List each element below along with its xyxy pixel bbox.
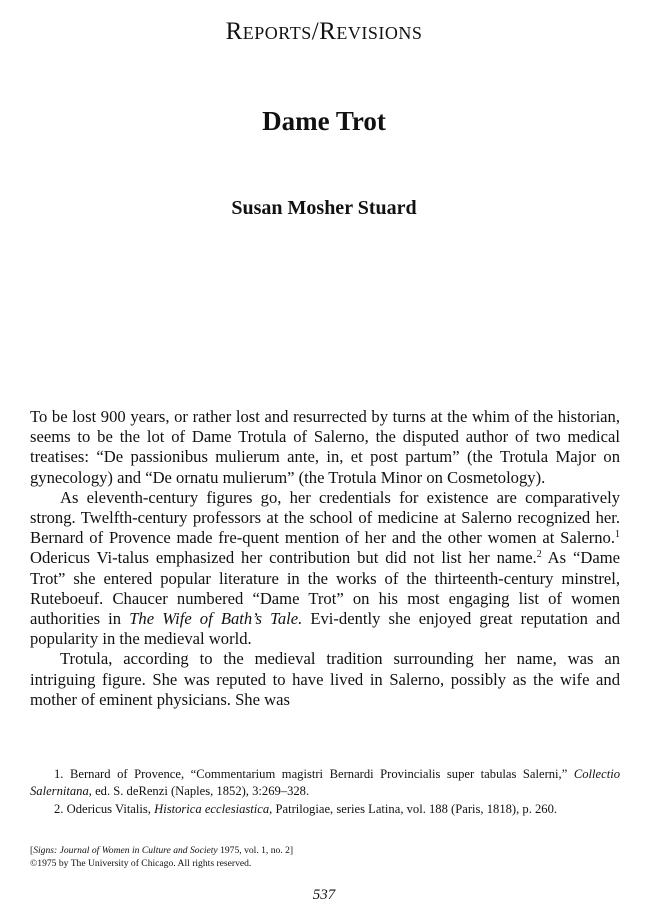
article-body: [30, 407, 620, 710]
paragraph-2-text-c: As “Dame Trot” she entered popular literature in the works of the thirteenth-century minstrel, Ruteboeuf. Chaucer numbered “Dame Trot” on his most engaging list of women authorities in: [30, 548, 620, 629]
footnote-2: [30, 801, 620, 818]
journal-name: Signs: Journal of Women in Culture and Society: [33, 845, 218, 856]
journal-citation: [30, 845, 620, 870]
paragraph-2-text-b: Odericus Vi-talus emphasized her contribution but did not list her name.: [30, 548, 537, 568]
article-title: Dame Trot: [262, 106, 386, 136]
footnote-1-italic: Collectio Salernitana,: [30, 767, 620, 799]
paragraph-2: [30, 488, 620, 650]
section-heading: Reports/Revisions: [225, 18, 423, 45]
work-title: The Wife of Bath’s Tale.: [129, 609, 303, 629]
paragraph-3: Trotula, according to the medieval tradition surrounding her name, was an intriguing figure. She was reputed to have lived in Salerno, possibly as the wife and mother of eminent physicians. She was: [30, 649, 620, 709]
footnotes: [30, 766, 620, 818]
footnote-2-italic: Historica ecclesiastica,: [154, 801, 273, 816]
footnote-ref-2[interactable]: 2: [536, 549, 542, 561]
paragraph-2-text-a: As eleventh-century figures go, her credentials for existence are comparatively strong. Twelfth-century professors at the school of medicine at Salerno recognized her. Bernard of Provence made fre-quent mention of her and the other women at Salerno.: [30, 487, 620, 548]
page-number: 537: [312, 887, 336, 903]
footnote-1: [30, 766, 620, 801]
footnote-1-text-b: ed. S. deRenzi (Naples, 1852), 3:269–328.: [91, 784, 310, 799]
footnote-1-text-a: 1. Bernard of Provence, “Commentarium magistri Bernardi Provincialis super tabulas Salerni,”: [54, 767, 574, 781]
footnote-2-text-a: 2. Odericus Vitalis,: [54, 801, 155, 816]
footnote-ref-1[interactable]: 1: [615, 529, 620, 541]
footnote-2-text-b: Patrilogiae, series Latina, vol. 188 (Paris, 1818), p. 260.: [272, 801, 558, 816]
citation-bracket: [: [30, 845, 34, 856]
journal-issue: 1975, vol. 1, no. 2]: [217, 845, 294, 856]
copyright-line: ©1975 by The University of Chicago. All rights reserved.: [30, 857, 252, 869]
paragraph-1: To be lost 900 years, or rather lost and resurrected by turns at the whim of the historian, seems to be the lot of Dame Trotula of Salerno, the disputed author of two medical treatises: “De passionibus mulierum ante, in, et post partum” (the Trotula Major on gynecology) and “De ornatu mulierum” (the Trotula Minor on Cosmetology).: [30, 407, 620, 487]
citation-line: [30, 845, 620, 858]
paragraph-2-text-d: Evi-dently she enjoyed great reputation and popularity in the medieval world.: [30, 609, 621, 649]
article-author: Susan Mosher Stuard: [231, 197, 417, 219]
